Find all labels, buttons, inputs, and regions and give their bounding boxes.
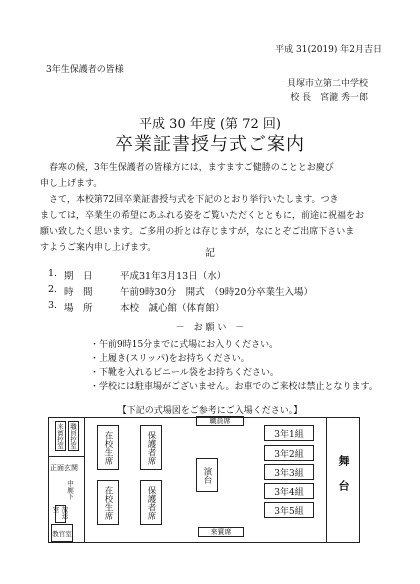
school-name: 貝塚市立第二中学校 [286, 79, 368, 89]
map-caption: 【下記の式場図をご参考にご入場ください。】 [117, 406, 303, 416]
body-line: さて，本校第72回卒業証書授与式を下記のとおり挙行いたします。つき [40, 195, 339, 205]
principal-name: 校 長 宮瀧 秀一郎 [290, 93, 368, 103]
guest-waiting-room: 来賓控室 [56, 423, 64, 449]
class-block: 3年3組 [264, 464, 314, 480]
request-item: ・上履き(スリッパ)をお持ちください。 [90, 354, 250, 364]
staff-seats: 職員席 [196, 416, 244, 426]
body-line: 申し上げます。 [40, 179, 103, 189]
guest-seats: 来賓席 [198, 527, 244, 537]
teachers-room: 教官室 [51, 524, 73, 542]
class-block: 3年4組 [264, 483, 314, 499]
date: 平成 31(2019) 年2月吉日 [275, 45, 382, 55]
requests-heading: － お 願 い － [175, 323, 245, 333]
ki-mark: 記 [205, 248, 215, 259]
request-item: ・午前9時15分までに式場にお入りください。 [90, 340, 279, 350]
parent-seats-2: 保護者席 [140, 480, 162, 525]
main-entrance: 正面玄関 [50, 464, 78, 472]
stage: 舞台 [326, 417, 360, 543]
schedule-value: 平成31年3月13日（水） [120, 271, 227, 282]
request-item: ・学校には駐車場がございません。お車でのご来校は禁止となります。 [90, 382, 378, 392]
request-item: ・下靴を入れるビニール袋をお持ちください。 [90, 368, 279, 378]
divider [84, 417, 85, 543]
student-seats-2: 在校生席 [97, 480, 119, 525]
corridor: 中廊下 [66, 480, 74, 500]
class-block: 3年2組 [264, 445, 314, 461]
body-text [40, 160, 390, 256]
podium: 演台 [196, 458, 218, 492]
title-line1: 平成 30 年度 (第 72 回) [139, 117, 281, 132]
body-line: 春寒の候，3年生保護者の皆様方には，ますますご健勝のこととお慶び [40, 163, 334, 173]
body-line: ましては，卒業生の希望にあふれる姿をご覧いただくとともに，前途に祝福をお [40, 211, 365, 221]
schedule-num: 2. [48, 284, 58, 295]
schedule-label: 期 日 [64, 271, 93, 282]
broadcast-room: 放送室 [55, 505, 66, 523]
schedule-label: 時 間 [64, 287, 93, 298]
divider [48, 456, 84, 457]
parent-seats-1: 保護者席 [140, 425, 162, 470]
class-block: 3年5組 [264, 502, 314, 518]
body-line: 願い致したく思います。ご多用の折とは存じますが，なにとぞご出席下さいま [40, 227, 355, 237]
body-line: すようご案内申し上げます。 [40, 243, 157, 253]
schedule-value: 午前9時30分 開式 （9時20分卒業生入場） [120, 287, 314, 298]
student-seats-1: 在校生席 [97, 425, 119, 470]
schedule-value: 本校 誠心館（体育館） [120, 303, 225, 314]
class-block: 3年1組 [264, 425, 314, 441]
schedule-num: 1. [48, 268, 58, 279]
schedule-num: 3. [48, 300, 58, 311]
staff-waiting-room: 職員控室 [69, 423, 77, 449]
page-title: 卒業証書授与式ご案内 [115, 134, 305, 155]
schedule-label: 場 所 [64, 303, 93, 314]
recipient: 3年生保護者の皆様 [46, 65, 124, 75]
